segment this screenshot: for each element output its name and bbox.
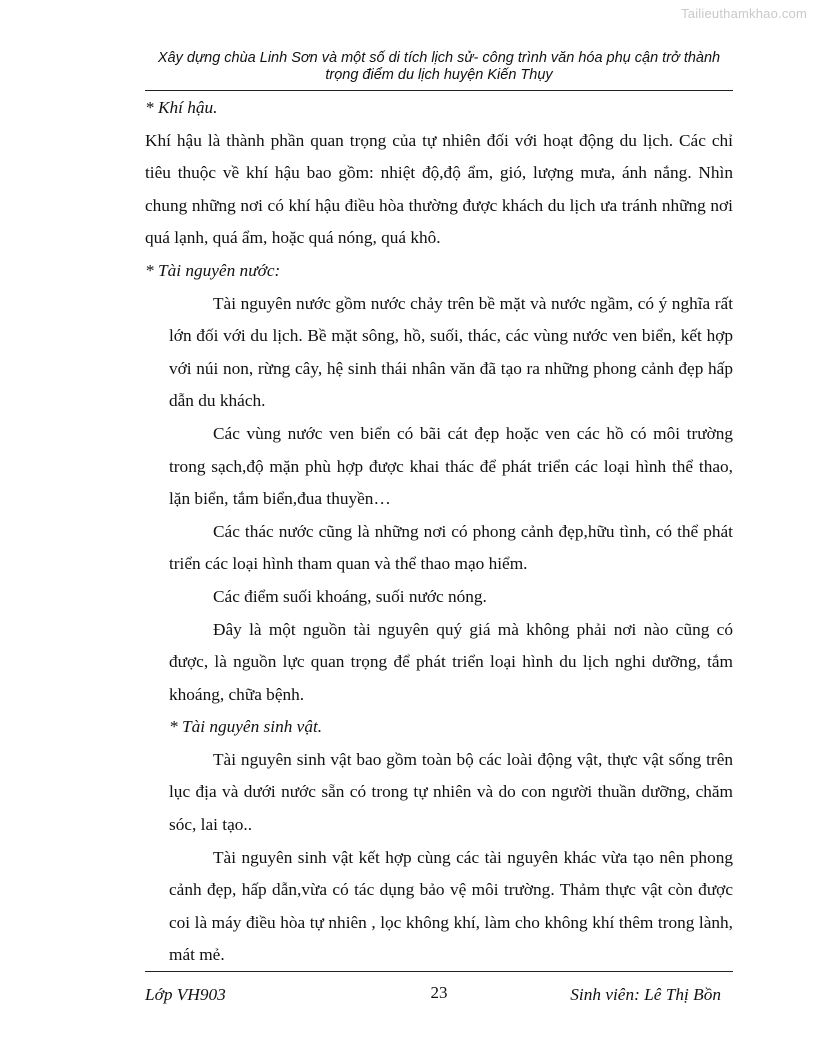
page-footer [145, 985, 733, 1013]
paragraph-biological-2: Tài nguyên sinh vật kết hợp cùng các tài nguyên khác vừa tạo nên phong cảnh đẹp, hấp dẫn,vừa có tác dụng bảo vệ môi trường. Thảm thực vật còn được coi là máy điều hòa tự nhiên , lọc không khí, làm cho không khí thêm trong lành, mát mẻ. [169, 847, 733, 965]
paragraph-biological-1: Tài nguyên sinh vật bao gồm toàn bộ các loài động vật, thực vật sống trên lục địa và dưới nước sẵn có trong tự nhiên và do con người thuần dưỡng, chăm sóc, lai tạo.. [169, 749, 733, 835]
footer-student-label: Sinh viên: Lê Thị Bồn [570, 985, 721, 1004]
section-heading-climate: * Khí hậu. [145, 98, 218, 117]
paragraph-water-4: Các điểm suối khoáng, suối nước nóng. [213, 586, 487, 606]
watermark: Tailieuthamkhao.com [681, 6, 807, 21]
paragraph-water-5: Đây là một nguồn tài nguyên quý giá mà không phải nơi nào cũng có được, là nguồn lực quan trọng để phát triển loại hình du lịch nghi dưỡng, tắm khoáng, chữa bệnh. [169, 619, 733, 704]
header-divider [145, 90, 733, 91]
page-header-title: Xây dựng chùa Linh Sơn và một số di tích lịch sử- công trình văn hóa phụ cận trở thành trọng điểm du lịch huyện Kiến Thụy [157, 50, 721, 83]
footer-class-label: Lớp VH903 [145, 985, 226, 1004]
section-heading-biological: * Tài nguyên sinh vật. [169, 717, 323, 737]
paragraph-climate: Khí hậu là thành phần quan trọng của tự nhiên đối với hoạt động du lịch. Các chỉ tiêu thuộc về khí hậu bao gồm: nhiệt độ,độ ẩm, gió, lượng mưa, ánh nắng. Nhìn chung những nơi có khí hậu điều hòa thường được khách du lịch ưa tránh những nơi quá lạnh, quá ẩm, hoặc quá nóng, quá khô. [145, 130, 733, 248]
footer-divider [145, 971, 733, 972]
section-heading-water: * Tài nguyên nước: [145, 260, 281, 280]
document-body [145, 92, 733, 972]
paragraph-water-2: Các vùng nước ven biển có bãi cát đẹp hoặc ven các hồ có môi trường trong sạch,độ mặn phù hợp được khai thác để phát triển các loại hình thể thao, lặn biển, tắm biển,đua thuyền… [169, 423, 733, 509]
paragraph-water-1: Tài nguyên nước gồm nước chảy trên bề mặt và nước ngầm, có ý nghĩa rất lớn đối với du lịch. Bề mặt sông, hồ, suối, thác, các vùng nước ven biển, kết hợp với núi non, rừng cây, hệ sinh thái nhân văn đã tạo ra những phong cảnh đẹp hấp dẫn du khách. [169, 293, 733, 411]
page-number: 23 [430, 983, 448, 1002]
paragraph-water-3: Các thác nước cũng là những nơi có phong cảnh đẹp,hữu tình, có thể phát triển các loại hình tham quan và thể thao mạo hiểm. [169, 521, 733, 574]
